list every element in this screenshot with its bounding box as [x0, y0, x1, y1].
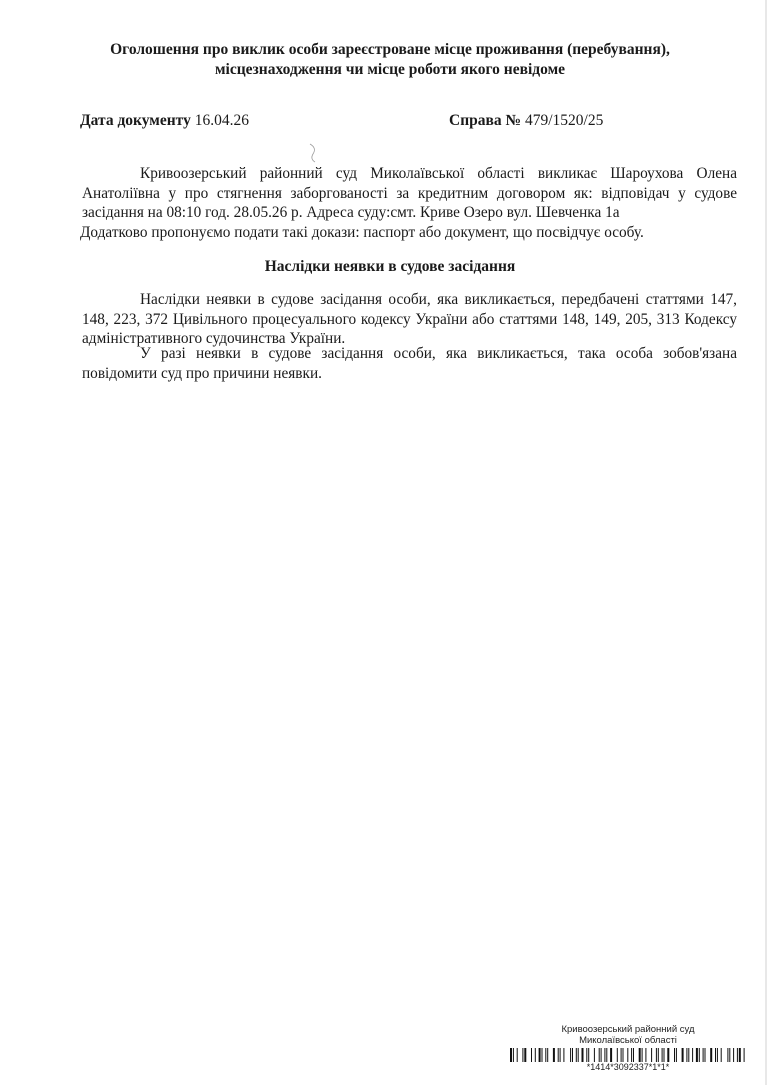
barcode-bar [570, 1048, 571, 1062]
barcode-bar [715, 1048, 716, 1062]
barcode-image [510, 1048, 746, 1062]
stamp-line-2: Миколаївської області [579, 1035, 677, 1046]
consequences-text: Наслідки неявки в судове засідання особи, яка викликається, передбачені статтями 147, 148, 223, 372 Цивільного процесуального кодексу України або статтями 148, 149, 205, 313 Кодексу адміністративного судочинства України. [82, 291, 737, 347]
barcode-bar [733, 1048, 734, 1062]
barcode-bar [588, 1048, 589, 1062]
barcode-bar [692, 1048, 693, 1062]
barcode-bar [662, 1048, 663, 1062]
barcode-bar [651, 1048, 652, 1062]
barcode-bar [524, 1048, 526, 1062]
barcode-bar [547, 1048, 548, 1062]
barcode-bar [599, 1048, 600, 1062]
court-stamp [508, 1024, 748, 1073]
barcode-bar [553, 1048, 555, 1062]
evidence-paragraph: Додатково пропонуємо подати такі докази: паспорт або документ, що посвідчує особу. [80, 223, 644, 241]
barcode-bar [576, 1048, 577, 1062]
barcode-bar [705, 1048, 706, 1062]
barcode-bar [631, 1048, 632, 1062]
notice-text: У разі неявки в судове засідання особи, яка викликається, така особа зобов'язана повідомити суд про причини неявки. [82, 345, 737, 382]
case-number [449, 112, 603, 130]
barcode-bar [676, 1048, 677, 1062]
barcode-bar [560, 1048, 561, 1062]
barcode-bar [578, 1048, 579, 1062]
stamp-line-1: Кривоозерський районний суд [561, 1024, 695, 1035]
barcode-bar [594, 1048, 595, 1062]
barcode-bar [721, 1048, 722, 1062]
notice-paragraph [82, 344, 737, 383]
barcode-bar [545, 1048, 546, 1062]
barcode-bar [710, 1048, 712, 1062]
barcode-bar [610, 1048, 612, 1062]
barcode-bar [737, 1048, 738, 1062]
barcode-bar [688, 1048, 689, 1062]
barcode-bar [727, 1048, 728, 1062]
document-title [40, 40, 740, 80]
barcode-bar [642, 1048, 643, 1062]
barcode-bar [645, 1048, 646, 1062]
barcode-bar [510, 1048, 512, 1062]
barcode-bar [522, 1048, 523, 1062]
barcode-bar [703, 1048, 704, 1062]
summons-line-3: засідання на 08:10 год. 28.05.26 р. Адреса суду:смт. Криве Озеро вул. Шевченка 1а [82, 204, 620, 221]
case-value: 479/1520/25 [524, 112, 604, 129]
barcode-bar [606, 1048, 607, 1062]
barcode-bar [674, 1048, 675, 1062]
barcode-bar [744, 1048, 745, 1062]
barcode-bar [664, 1048, 665, 1062]
consequences-heading: Наслідки неявки в судове засідання [264, 258, 516, 275]
barcode-bar [699, 1048, 700, 1062]
barcode-bar [729, 1048, 730, 1062]
barcode-bar [535, 1048, 536, 1062]
barcode-bar [558, 1048, 559, 1062]
date-value: 16.04.26 [194, 112, 249, 129]
summons-paragraph [82, 164, 737, 242]
barcode-bar [639, 1048, 641, 1062]
barcode-bar [572, 1048, 573, 1062]
barcode-bar [658, 1048, 659, 1062]
barcode-bar [531, 1048, 532, 1062]
barcode-bar [656, 1048, 657, 1062]
barcode-bar [582, 1048, 584, 1062]
summons-line-1: Кривоозерський районний суд Миколаївської області викликає Шароухова Олена [140, 165, 737, 182]
barcode-bar [739, 1048, 741, 1062]
barcode-bar [542, 1048, 543, 1062]
barcode-bar [539, 1048, 541, 1062]
barcode-bar [621, 1048, 622, 1062]
barcode-bar [633, 1048, 634, 1062]
barcode-bar [696, 1048, 698, 1062]
barcode-bar [517, 1048, 518, 1062]
barcode-bar [586, 1048, 587, 1062]
barcode-bar [717, 1048, 718, 1062]
consequences-paragraph [82, 290, 737, 349]
barcode-bar [686, 1048, 687, 1062]
barcode-bar [563, 1048, 564, 1062]
scan-mark [308, 142, 320, 164]
date-label: Дата документу [80, 112, 191, 129]
barcode-bar [617, 1048, 618, 1062]
barcode-bar [682, 1048, 684, 1062]
case-label: Справа № [449, 112, 522, 129]
document-date [80, 112, 249, 130]
barcode-bar [623, 1048, 624, 1062]
title-line-2: місцезнаходження чи місце роботи якого невідоме [214, 61, 566, 78]
barcode-bar [601, 1048, 602, 1062]
barcode-bar [627, 1048, 628, 1062]
title-line-1: Оголошення про виклик особи зареєстроване місце проживання (перебування), [110, 41, 670, 58]
barcode-bar [513, 1048, 514, 1062]
barcode-number: *1414*3092337*1*1* [586, 1062, 670, 1072]
barcode-bar [667, 1048, 669, 1062]
barcode-bar [604, 1048, 605, 1062]
summons-line-2: Анатоліївна у про стягнення заборгованості за кредитним договором як: відповідач у судове [82, 184, 737, 202]
